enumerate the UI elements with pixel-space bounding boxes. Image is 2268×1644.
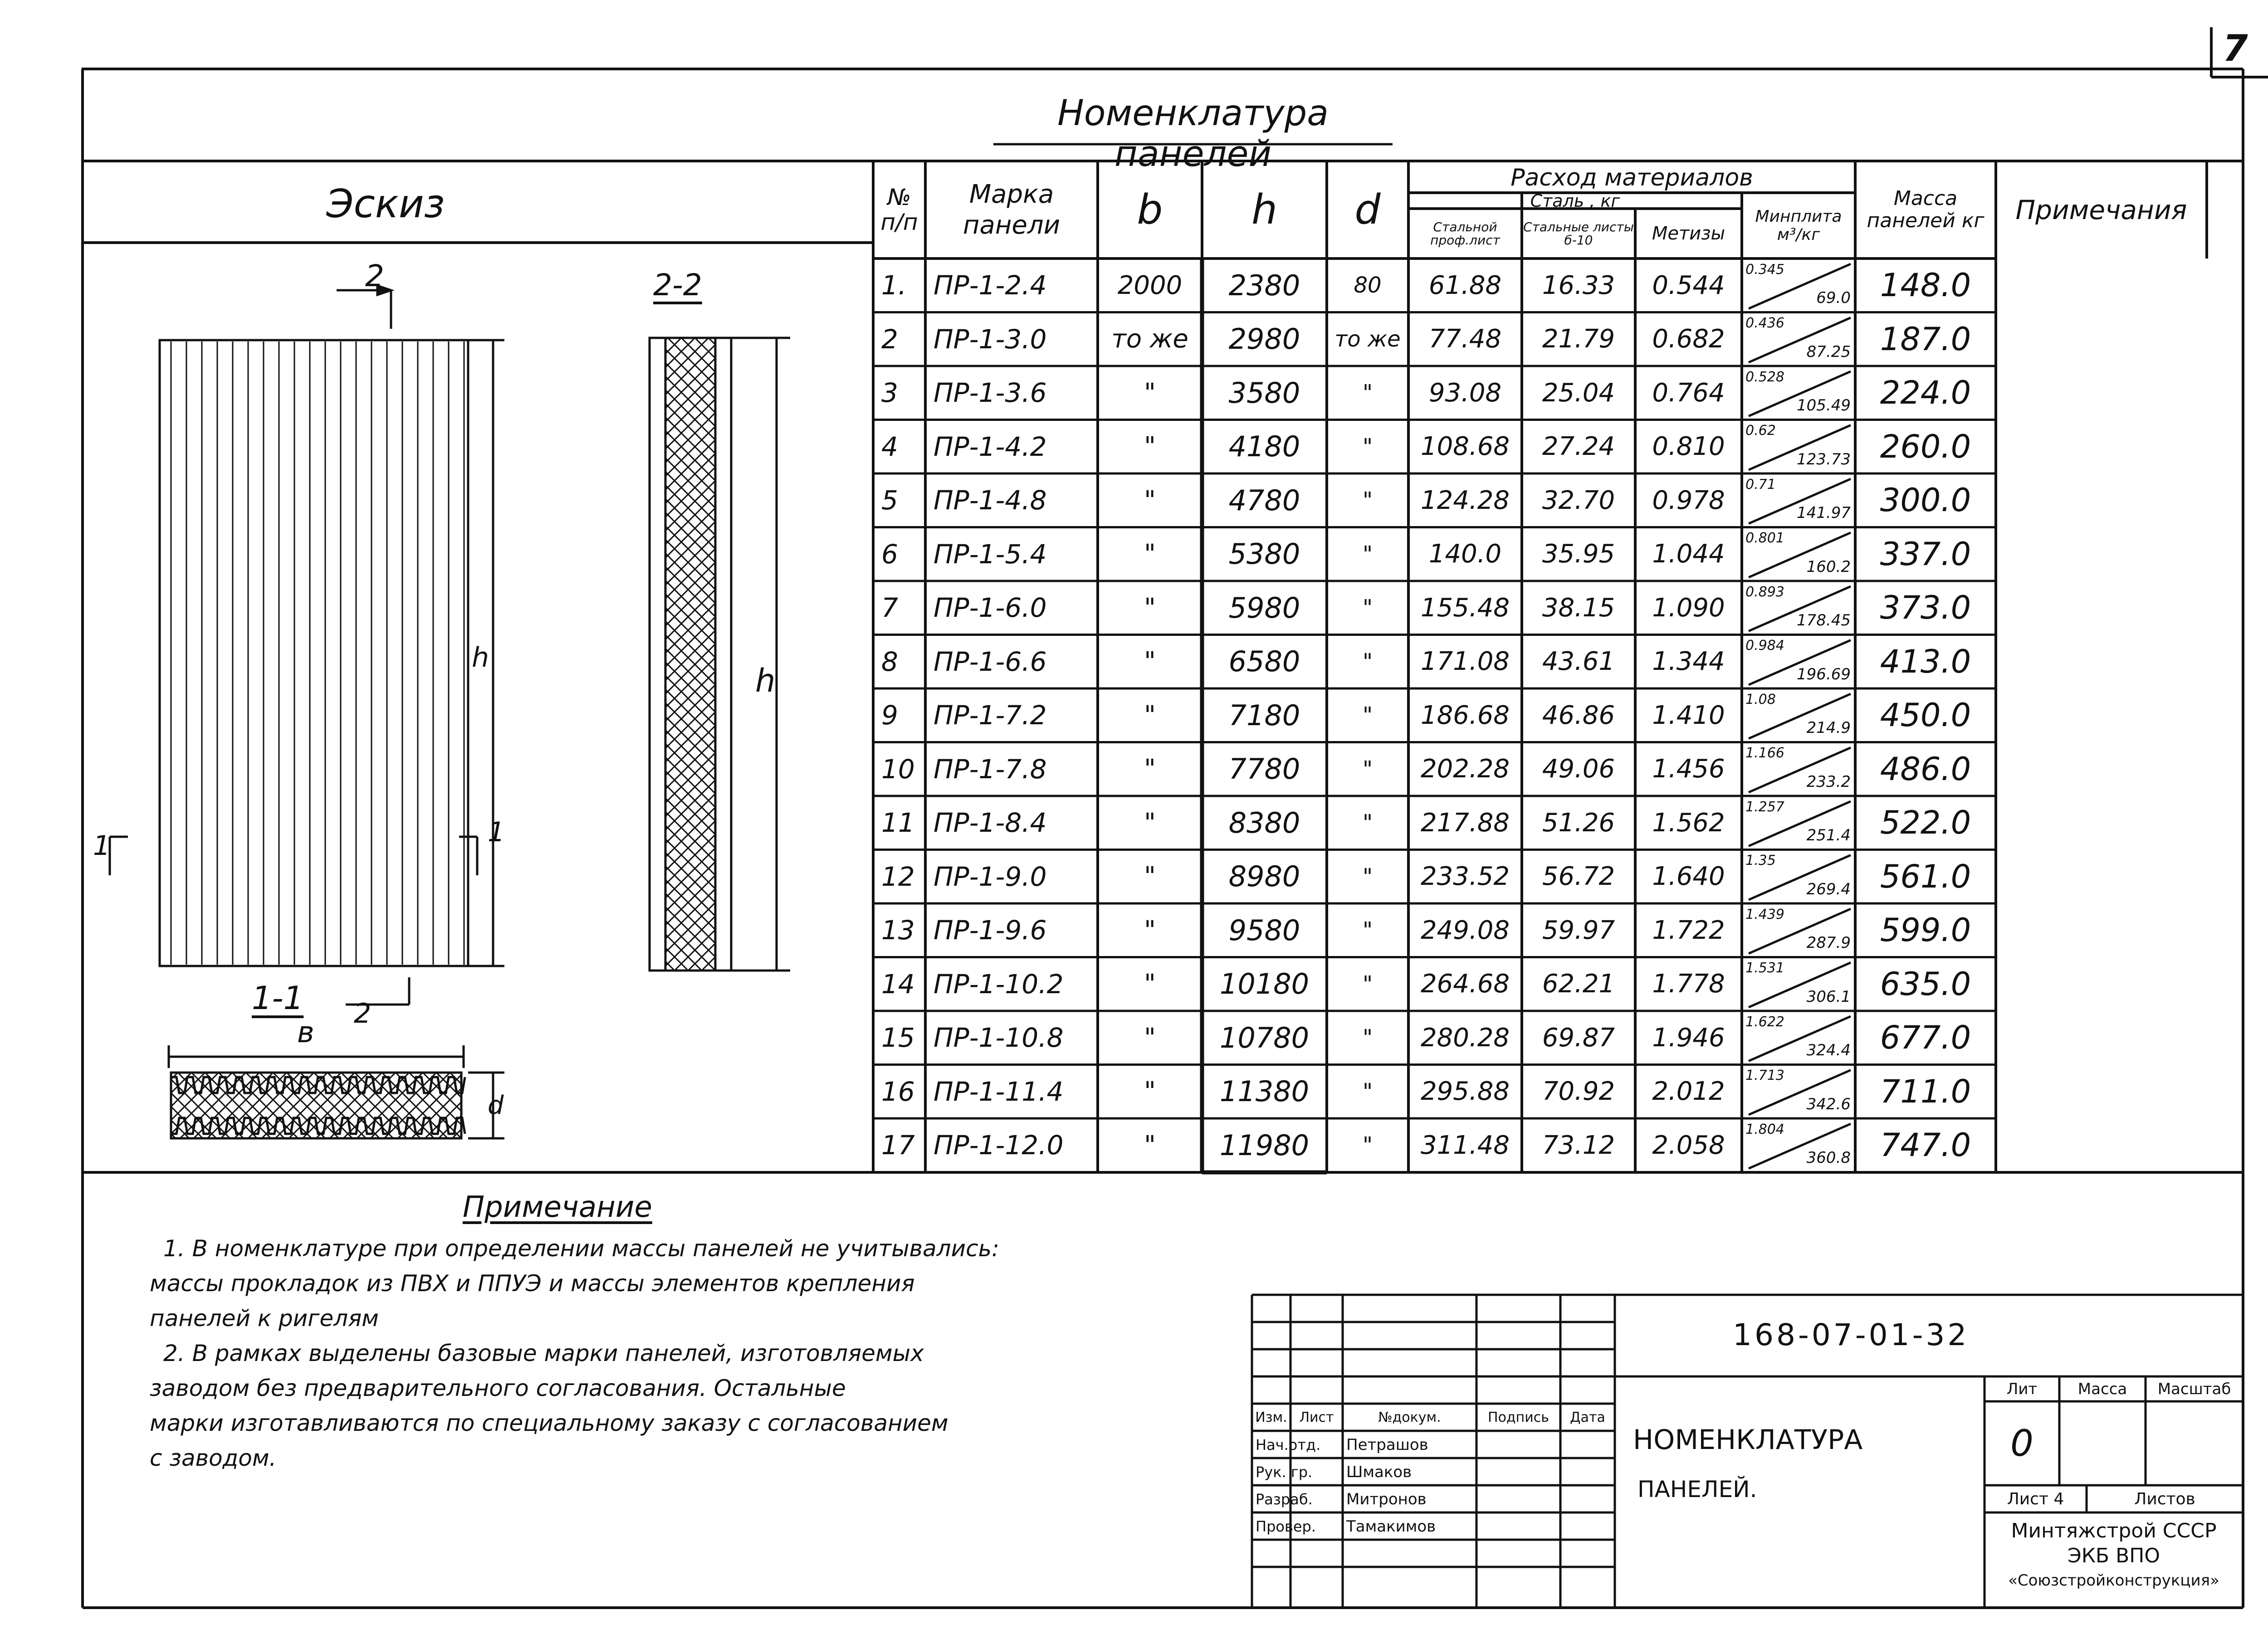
row-steel-prof: 124.28	[1421, 485, 1510, 515]
row-d: "	[1362, 756, 1373, 782]
row-mass: 337.0	[1880, 535, 1971, 573]
row-mineral-mass: 233.2	[1806, 772, 1851, 791]
row-mass: 187.0	[1880, 320, 1971, 358]
row-mineral-mass: 69.0	[1816, 289, 1851, 307]
section-2-2-label: 2-2	[653, 268, 702, 302]
row-mark: ПР-1-11.4	[934, 1076, 1064, 1107]
row-b: "	[1144, 432, 1156, 462]
row-d: "	[1362, 1132, 1373, 1158]
col-header-b: b	[1137, 186, 1163, 234]
section-mark-bottom: 2	[354, 998, 371, 1029]
row-mass: 599.0	[1880, 912, 1971, 949]
row-b: "	[1144, 862, 1156, 892]
col-header-d: d	[1354, 186, 1381, 234]
row-h: 2380	[1228, 268, 1300, 302]
row-hardware: 1.044	[1652, 539, 1725, 569]
row-mineral-volume: 1.35	[1745, 853, 1776, 868]
row-steel-angle: 35.95	[1542, 539, 1615, 569]
row-num: 17	[881, 1130, 915, 1161]
stamp-role: Разраб.	[1256, 1490, 1313, 1508]
row-mineral-volume: 1.531	[1745, 960, 1784, 976]
row-mineral-mass: 178.45	[1797, 611, 1851, 629]
row-d: "	[1362, 702, 1373, 728]
stamp-mass-label: Масса	[2077, 1380, 2127, 1398]
row-d: "	[1362, 380, 1373, 406]
row-hardware: 1.090	[1652, 593, 1725, 623]
row-mark: ПР-1-3.6	[934, 377, 1047, 409]
row-b: "	[1144, 1077, 1156, 1107]
row-mass: 260.0	[1880, 428, 1971, 465]
stamp-col-header: Дата	[1570, 1410, 1605, 1425]
row-mineral-mass: 306.1	[1806, 987, 1851, 1006]
note-line: массы прокладок из ПВХ и ППУЭ и массы элементов крепления	[150, 1270, 915, 1297]
row-steel-angle: 73.12	[1542, 1130, 1615, 1160]
notes-heading: Примечание	[463, 1190, 652, 1224]
row-num: 14	[881, 968, 915, 1000]
org-line-1: Минтяжстрой СССР	[2011, 1519, 2217, 1542]
row-b: "	[1144, 485, 1156, 515]
row-mass: 747.0	[1880, 1127, 1971, 1164]
row-steel-angle: 21.79	[1542, 324, 1615, 354]
section-mark-right: 1	[488, 816, 505, 848]
col-header-mark: Марка панели	[963, 180, 1061, 240]
row-num: 10	[881, 753, 915, 785]
row-h: 11980	[1219, 1128, 1310, 1162]
row-num: 8	[881, 646, 898, 677]
row-steel-prof: 155.48	[1421, 593, 1510, 623]
row-mark: ПР-1-5.4	[934, 538, 1047, 570]
stamp-lit-label: Лит	[2006, 1380, 2038, 1398]
row-hardware: 1.778	[1652, 969, 1725, 999]
row-steel-prof: 217.88	[1421, 808, 1510, 838]
width-label: в	[297, 1016, 314, 1049]
row-hardware: 0.544	[1652, 270, 1725, 300]
row-hardware: 0.978	[1652, 485, 1725, 515]
row-h: 7780	[1228, 752, 1300, 786]
col-header-hardware: Метизы	[1652, 223, 1725, 244]
row-mark: ПР-1-2.4	[934, 270, 1047, 301]
row-b: "	[1144, 808, 1156, 838]
row-h: 3580	[1228, 376, 1300, 410]
row-mass: 224.0	[1880, 374, 1971, 412]
row-hardware: 1.456	[1652, 754, 1725, 784]
note-line: марки изготавливаются по специальному заказу с согласованием	[150, 1410, 948, 1436]
row-mineral-volume: 1.439	[1745, 906, 1784, 922]
front-height-label: h	[472, 642, 489, 673]
row-num: 6	[881, 538, 898, 570]
row-d: "	[1362, 1025, 1373, 1051]
row-steel-prof: 77.48	[1428, 324, 1502, 354]
org-line-2: ЭКБ ВПО	[2067, 1544, 2160, 1567]
row-steel-prof: 280.28	[1421, 1023, 1510, 1053]
org-line-3: «Союзстройконструкция»	[2008, 1571, 2219, 1590]
row-d: "	[1362, 649, 1373, 674]
section-height-label: h	[755, 662, 776, 699]
row-mineral-volume: 1.257	[1745, 799, 1784, 815]
row-steel-angle: 69.87	[1542, 1023, 1615, 1053]
row-mass: 561.0	[1880, 858, 1971, 895]
row-steel-angle: 25.04	[1542, 378, 1615, 408]
row-mass: 522.0	[1880, 804, 1971, 842]
row-hardware: 0.764	[1652, 378, 1725, 408]
row-b: "	[1144, 915, 1156, 945]
section-mark-left: 1	[93, 830, 111, 862]
row-steel-prof: 108.68	[1421, 432, 1510, 462]
row-mass: 486.0	[1880, 750, 1971, 788]
row-mineral-volume: 1.804	[1745, 1121, 1784, 1137]
row-mineral-volume: 1.08	[1745, 691, 1776, 707]
section-1-1-label: 1-1	[252, 980, 304, 1017]
col-header-steel-angle: Стальные листы б-10	[1523, 219, 1634, 248]
row-h: 4180	[1228, 430, 1300, 463]
row-mineral-mass: 196.69	[1797, 665, 1851, 683]
row-mineral-volume: 0.984	[1745, 638, 1784, 654]
note-line: 1. В номенклатуре при определении массы панелей не учитывались:	[163, 1235, 999, 1262]
row-steel-prof: 311.48	[1421, 1130, 1510, 1160]
row-hardware: 0.682	[1652, 324, 1725, 354]
note-line: панелей к ригелям	[150, 1305, 379, 1332]
row-b: "	[1144, 700, 1156, 730]
stamp-sheets: Листов	[2134, 1489, 2195, 1508]
row-steel-prof: 249.08	[1421, 915, 1510, 945]
row-mineral-volume: 1.166	[1745, 745, 1784, 761]
row-mark: ПР-1-10.8	[934, 1022, 1064, 1054]
row-d: "	[1362, 434, 1373, 459]
row-h: 9580	[1228, 913, 1300, 947]
col-header-notes: Примечания	[2015, 194, 2187, 225]
row-steel-angle: 62.21	[1542, 969, 1615, 999]
row-steel-prof: 171.08	[1421, 647, 1510, 677]
row-mineral-volume: 0.436	[1745, 315, 1784, 331]
row-mark: ПР-1-6.6	[934, 646, 1047, 677]
row-hardware: 1.410	[1652, 700, 1725, 730]
row-mineral-mass: 141.97	[1797, 504, 1851, 522]
col-header-mass: Масса панелей кг	[1867, 187, 1984, 232]
row-mark: ПР-1-4.2	[934, 431, 1047, 462]
row-mark: ПР-1-6.0	[934, 592, 1047, 624]
row-mark: ПР-1-9.0	[934, 861, 1047, 892]
col-header-steel-prof: Стальной проф.лист	[1430, 219, 1500, 248]
row-steel-prof: 140.0	[1428, 539, 1502, 569]
row-steel-angle: 49.06	[1542, 754, 1615, 784]
stamp-role: Провер.	[1256, 1517, 1316, 1535]
row-mass: 373.0	[1880, 589, 1971, 627]
note-line: 2. В рамках выделены базовые марки панелей, изготовляемых	[163, 1340, 924, 1366]
row-hardware: 0.810	[1652, 432, 1725, 462]
row-mineral-volume: 0.528	[1745, 369, 1784, 385]
doc-title-line1: НОМЕНКЛАТУРА	[1633, 1424, 1863, 1456]
row-mineral-mass: 287.9	[1806, 934, 1851, 952]
row-steel-prof: 264.68	[1421, 969, 1510, 999]
row-num: 13	[881, 915, 915, 946]
row-b: "	[1144, 754, 1156, 784]
row-hardware: 1.344	[1652, 647, 1725, 677]
row-steel-angle: 32.70	[1542, 485, 1615, 515]
row-steel-prof: 61.88	[1428, 270, 1502, 300]
row-b: "	[1144, 1130, 1156, 1160]
row-mineral-mass: 269.4	[1806, 880, 1851, 898]
row-b: "	[1144, 593, 1156, 623]
stamp-col-header: №докум.	[1378, 1410, 1441, 1425]
row-mass: 148.0	[1880, 267, 1971, 304]
row-num: 11	[881, 807, 915, 839]
stamp-scale-label: Масштаб	[2157, 1380, 2231, 1398]
row-mark: ПР-1-7.2	[934, 700, 1047, 731]
stamp-col-header: Лист	[1299, 1410, 1334, 1425]
page-number: 7	[2223, 27, 2248, 69]
row-mass: 635.0	[1880, 965, 1971, 1003]
note-line: с заводом.	[150, 1445, 277, 1471]
row-mark: ПР-1-12.0	[934, 1130, 1064, 1161]
row-num: 7	[881, 592, 898, 624]
row-b: "	[1144, 539, 1156, 569]
row-mass: 450.0	[1880, 697, 1971, 734]
row-h: 10180	[1219, 967, 1310, 1001]
row-hardware: 1.562	[1652, 808, 1725, 838]
row-h: 2980	[1228, 322, 1300, 356]
row-h: 4780	[1228, 483, 1300, 517]
row-steel-angle: 59.97	[1542, 915, 1615, 945]
row-h: 8980	[1228, 860, 1300, 893]
row-b: "	[1144, 647, 1156, 677]
doc-code: 168-07-01-32	[1733, 1317, 1970, 1352]
row-d: "	[1362, 595, 1373, 621]
row-d: "	[1362, 1078, 1373, 1104]
row-h: 8380	[1228, 806, 1300, 839]
row-mark: ПР-1-3.0	[934, 323, 1047, 355]
row-mineral-volume: 0.801	[1745, 530, 1784, 546]
row-mark: ПР-1-9.6	[934, 915, 1047, 946]
row-h: 6580	[1228, 645, 1300, 678]
row-mineral-volume: 0.71	[1745, 476, 1776, 493]
row-hardware: 1.722	[1652, 915, 1725, 945]
row-steel-angle: 38.15	[1542, 593, 1615, 623]
row-steel-angle: 46.86	[1542, 700, 1615, 730]
col-header-num: № п/п	[880, 184, 918, 235]
row-b: то же	[1111, 324, 1188, 354]
row-steel-prof: 93.08	[1428, 378, 1502, 408]
row-mineral-volume: 0.893	[1745, 584, 1784, 600]
row-mineral-volume: 0.62	[1745, 423, 1776, 439]
row-hardware: 2.012	[1652, 1077, 1725, 1107]
row-num: 5	[881, 485, 898, 516]
stamp-role: Рук. гр.	[1256, 1463, 1313, 1481]
row-d: "	[1362, 541, 1373, 567]
row-num: 3	[881, 377, 898, 409]
row-num: 15	[881, 1022, 915, 1054]
row-mineral-volume: 1.713	[1745, 1068, 1784, 1083]
row-mass: 677.0	[1880, 1019, 1971, 1057]
row-mineral-mass: 251.4	[1806, 826, 1851, 844]
stamp-person-name: Петрашов	[1346, 1435, 1428, 1454]
stamp-col-header: Изм.	[1255, 1410, 1287, 1425]
depth-label: d	[488, 1091, 504, 1120]
row-mineral-mass: 105.49	[1797, 396, 1851, 415]
row-mineral-volume: 0.345	[1745, 261, 1784, 278]
row-mineral-mass: 160.2	[1806, 557, 1851, 576]
row-b: "	[1144, 378, 1156, 408]
row-mineral-mass: 214.9	[1806, 719, 1851, 737]
row-mass: 300.0	[1880, 482, 1971, 519]
row-d: 80	[1354, 273, 1382, 298]
row-num: 16	[881, 1076, 915, 1107]
row-b: "	[1144, 1023, 1156, 1053]
col-header-h: h	[1251, 186, 1278, 234]
stamp-sheet: Лист 4	[2007, 1489, 2064, 1508]
row-d: "	[1362, 917, 1373, 943]
stamp-lit-value: 0	[2010, 1422, 2033, 1464]
row-steel-prof: 186.68	[1421, 700, 1510, 730]
row-h: 5380	[1228, 537, 1300, 571]
row-mineral-volume: 1.622	[1745, 1014, 1784, 1030]
row-mineral-mass: 360.8	[1806, 1149, 1851, 1167]
row-mark: ПР-1-7.8	[934, 753, 1047, 785]
row-mark: ПР-1-4.8	[934, 485, 1047, 516]
section-mark-top: 2	[365, 259, 384, 293]
row-mineral-mass: 342.6	[1806, 1095, 1851, 1113]
col-header-mineral: Минплита м³/кг	[1755, 207, 1842, 244]
row-mineral-mass: 123.73	[1797, 450, 1851, 468]
note-line: заводом без предварительного согласования. Остальные	[150, 1375, 846, 1401]
row-hardware: 1.946	[1652, 1023, 1725, 1053]
row-d: "	[1362, 810, 1373, 836]
row-hardware: 1.640	[1652, 862, 1725, 892]
row-h: 7180	[1228, 698, 1300, 732]
col-header-steel: Сталь , кг	[1530, 190, 1620, 211]
row-steel-angle: 27.24	[1542, 432, 1615, 462]
row-mass: 413.0	[1880, 643, 1971, 680]
row-mineral-mass: 324.4	[1806, 1041, 1851, 1059]
stamp-person-name: Митронов	[1346, 1490, 1427, 1508]
row-mark: ПР-1-10.2	[934, 968, 1064, 1000]
row-b: "	[1144, 969, 1156, 999]
row-d: то же	[1334, 326, 1401, 352]
stamp-person-name: Тамакимов	[1346, 1517, 1436, 1536]
row-mark: ПР-1-8.4	[934, 807, 1047, 839]
row-steel-angle: 51.26	[1542, 808, 1615, 838]
row-h: 10780	[1219, 1021, 1310, 1054]
doc-title-line2: ПАНЕЛЕЙ.	[1637, 1476, 1757, 1503]
row-num: 12	[881, 861, 915, 892]
row-steel-angle: 70.92	[1542, 1077, 1615, 1107]
row-num: 4	[881, 431, 898, 462]
row-steel-angle: 43.61	[1542, 647, 1615, 677]
row-steel-prof: 202.28	[1421, 754, 1510, 784]
row-steel-prof: 295.88	[1421, 1077, 1510, 1107]
row-d: "	[1362, 863, 1373, 889]
row-steel-angle: 56.72	[1542, 862, 1615, 892]
row-mineral-mass: 87.25	[1806, 342, 1851, 361]
row-h: 11380	[1219, 1075, 1310, 1108]
row-d: "	[1362, 488, 1373, 513]
sketch-header: Эскиз	[326, 181, 445, 227]
row-mass: 711.0	[1880, 1073, 1971, 1110]
row-steel-angle: 16.33	[1542, 270, 1615, 300]
stamp-col-header: Подпись	[1488, 1410, 1549, 1425]
stamp-role: Нач.отд.	[1256, 1436, 1321, 1454]
row-num: 9	[881, 700, 898, 731]
col-header-materials: Расход материалов	[1510, 164, 1753, 191]
stamp-person-name: Шмаков	[1346, 1463, 1412, 1481]
row-d: "	[1362, 971, 1373, 997]
row-hardware: 2.058	[1652, 1130, 1725, 1160]
row-num: 1.	[881, 270, 907, 301]
page-title: Номенклатура панелей	[1057, 93, 1329, 175]
row-num: 2	[881, 323, 898, 355]
row-b: 2000	[1117, 270, 1183, 300]
row-steel-prof: 233.52	[1421, 862, 1510, 892]
row-h: 5980	[1228, 591, 1300, 624]
